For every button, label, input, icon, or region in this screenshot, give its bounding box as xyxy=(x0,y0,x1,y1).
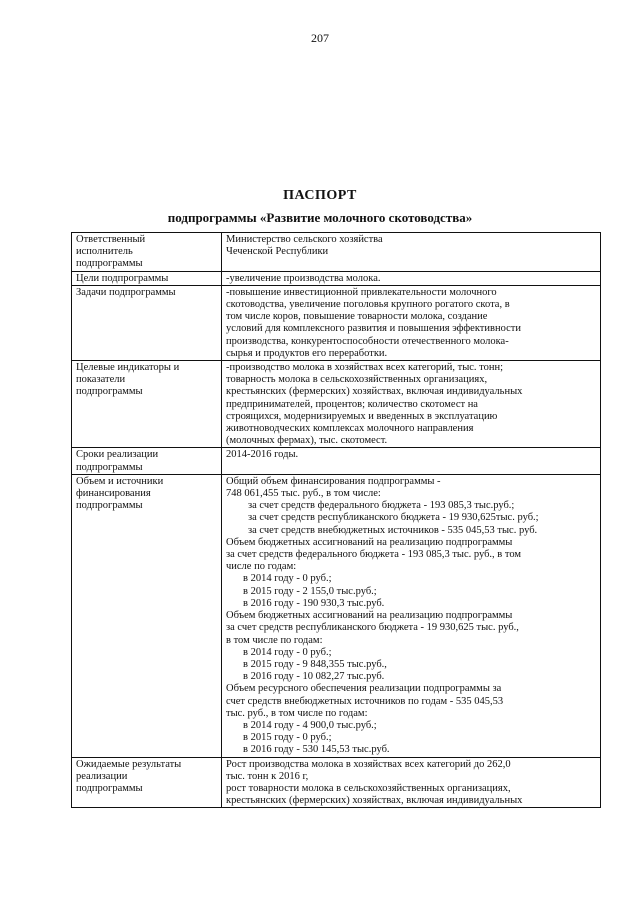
value-line: в 2014 году - 0 руб.; xyxy=(243,646,332,658)
value-line: рост товарности молока в сельскохозяйственных организациях, xyxy=(226,782,511,794)
value-line: -производство молока в хозяйствах всех категорий, тыс. тонн; xyxy=(226,362,504,374)
passport-table xyxy=(71,232,601,808)
label-line: подпрограммы xyxy=(76,782,143,794)
label-line: подпрограммы xyxy=(76,500,143,512)
table-row xyxy=(72,233,601,272)
label-line: Сроки реализации xyxy=(76,449,159,461)
value-line: в том числе по годам: xyxy=(226,634,323,646)
value-line: сырья и продуктов его переработки. xyxy=(226,347,388,359)
table-row xyxy=(72,361,601,448)
label-line: показатели xyxy=(76,374,126,386)
row-label xyxy=(72,757,222,808)
value-line: тыс. руб., в том числе по годам: xyxy=(226,707,368,719)
label-line: подпрограммы xyxy=(76,461,143,473)
value-line: крестьянских (фермерских) хозяйствах, включая индивидуальных xyxy=(226,795,523,807)
value-line: условий для комплексного развития и повышения эффективности xyxy=(226,323,521,335)
value-line: животноводческих комплексах молочного направления xyxy=(226,423,474,435)
value-line: 748 061,455 тыс. руб., в том числе: xyxy=(226,488,381,500)
row-value xyxy=(222,271,601,285)
label-line: Целевые индикаторы и xyxy=(76,362,180,374)
value-line: том числе коров, повышение товарности молока, создание xyxy=(226,311,488,323)
label-line: финансирования xyxy=(76,488,151,500)
value-line: за счет средств республиканского бюджета - 19 930,625тыс. руб.; xyxy=(248,512,539,524)
value-line: Объем ресурсного обеспечения реализации подпрограммы за xyxy=(226,683,502,695)
row-value xyxy=(222,361,601,448)
document-subtitle: подпрограммы «Развитие молочного скотоводства» xyxy=(167,210,473,225)
document-title: ПАСПОРТ xyxy=(283,188,357,203)
table-row xyxy=(72,474,601,757)
label-line: исполнитель xyxy=(76,246,133,258)
value-line: в 2015 году - 9 848,355 тыс.руб., xyxy=(243,658,387,670)
row-value xyxy=(222,285,601,360)
value-line: Чеченской Республики xyxy=(226,246,329,258)
page-number: 207 xyxy=(311,31,329,45)
row-value xyxy=(222,233,601,272)
label-line: Объем и источники xyxy=(76,475,164,487)
value-line: -повышение инвестиционной привлекательности молочного xyxy=(226,286,497,298)
value-line: в 2016 году - 530 145,53 тыс.руб. xyxy=(243,744,390,756)
row-value xyxy=(222,474,601,757)
value-line: тыс. тонн к 2016 г, xyxy=(226,770,309,782)
value-line: строящихся, модернизируемых и введенных в эксплуатацию xyxy=(226,410,498,422)
value-line: в 2015 году - 2 155,0 тыс.руб.; xyxy=(243,585,377,597)
value-line: предпринимателей, процентов; количество скотомест на xyxy=(226,398,478,410)
value-line: в 2016 году - 10 082,27 тыс.руб. xyxy=(243,671,385,683)
value-line: крестьянских (фермерских) хозяйствах, включая индивидуальных xyxy=(226,386,523,398)
value-line: числе по годам: xyxy=(226,561,297,573)
value-line: в 2014 году - 4 900,0 тыс.руб.; xyxy=(243,719,377,731)
value-line: Общий объем финансирования подпрограммы - xyxy=(226,475,441,487)
label-line: подпрограммы xyxy=(76,258,143,270)
row-value xyxy=(222,757,601,808)
table-row xyxy=(72,271,601,285)
value-line: в 2014 году - 0 руб.; xyxy=(243,573,332,585)
value-line: за счет средств федерального бюджета - 193 085,3 тыс. руб., в том xyxy=(226,549,522,561)
label-line: Ожидаемые результаты xyxy=(76,758,182,770)
row-label xyxy=(72,271,222,285)
row-value xyxy=(222,448,601,474)
value-line: (молочных фермах), тыс. скотомест. xyxy=(226,435,388,447)
value-line: Объем бюджетных ассигнований на реализацию подпрограммы xyxy=(226,610,513,622)
label-line: Цели подпрограммы xyxy=(76,272,169,284)
value-line: в 2015 году - 0 руб.; xyxy=(243,732,332,744)
label-line: Задачи подпрограммы xyxy=(76,286,176,298)
row-label xyxy=(72,361,222,448)
table-row xyxy=(72,757,601,808)
table-row xyxy=(72,448,601,474)
value-line: в 2016 году - 190 930,3 тыс.руб. xyxy=(243,597,385,609)
value-line: товарность молока в сельскохозяйственных организациях, xyxy=(226,374,488,386)
value-line: скотоводства, увеличение поголовья крупного рогатого скота, в xyxy=(226,299,510,311)
value-line: -увеличение производства молока. xyxy=(226,272,381,284)
value-line: за счет средств внебюджетных источников - 535 045,53 тыс. руб. xyxy=(248,524,538,536)
row-label xyxy=(72,448,222,474)
row-label xyxy=(72,233,222,272)
row-label xyxy=(72,474,222,757)
value-line: за счет средств федерального бюджета - 193 085,3 тыс.руб.; xyxy=(248,500,515,512)
value-line: счет средств внебюджетных источников по годам - 535 045,53 xyxy=(226,695,504,707)
value-line: Министерство сельского хозяйства xyxy=(226,234,383,245)
label-line: Ответственный xyxy=(76,234,146,245)
row-label xyxy=(72,285,222,360)
table-row xyxy=(72,285,601,360)
value-line: 2014-2016 годы. xyxy=(226,449,299,461)
label-line: подпрограммы xyxy=(76,386,143,398)
value-line: Рост производства молока в хозяйствах всех категорий до 262,0 xyxy=(226,758,511,770)
value-line: за счет средств республиканского бюджета - 19 930,625 тыс. руб., xyxy=(226,622,519,634)
value-line: Объем бюджетных ассигнований на реализацию подпрограммы xyxy=(226,536,513,548)
value-line: производства, конкурентоспособности отечественного молока- xyxy=(226,335,509,347)
label-line: реализации xyxy=(76,770,128,782)
